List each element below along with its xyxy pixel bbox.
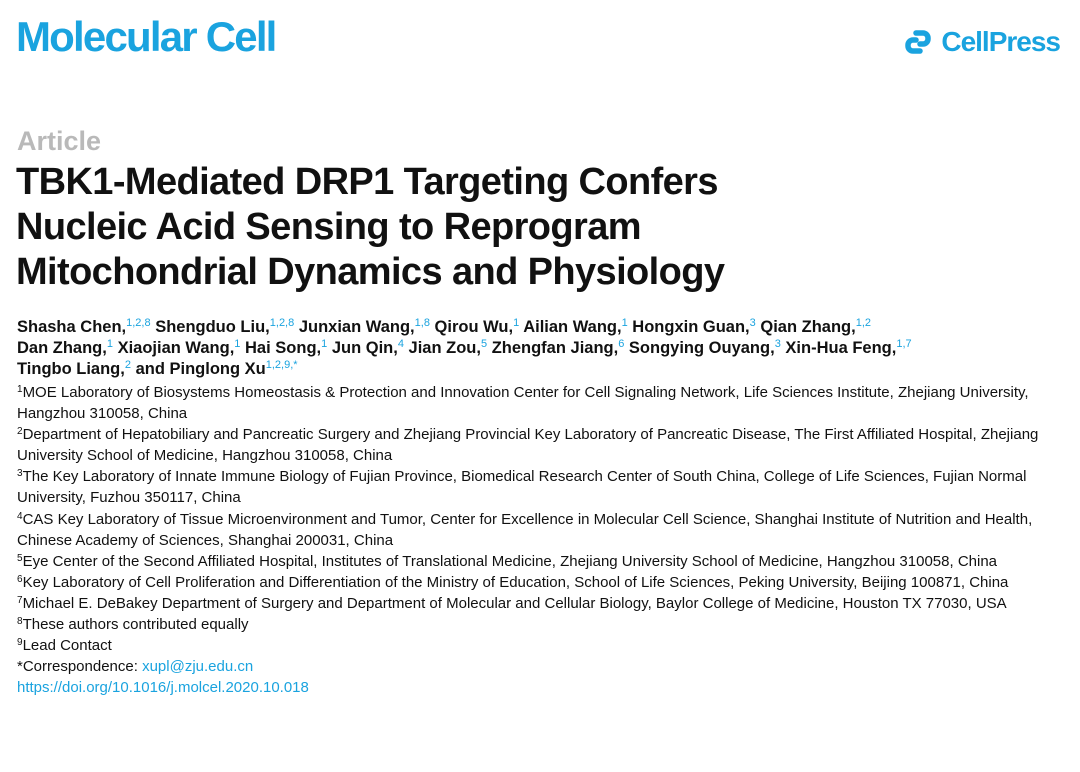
title-line: Mitochondrial Dynamics and Physiology xyxy=(16,251,725,293)
author[interactable]: Xiaojian Wang,$^1$ xyxy=(117,338,241,357)
lead-contact-note: $^9$Lead Contact xyxy=(17,637,112,655)
author[interactable]: Junxian Wang,$^{1,8}$ xyxy=(298,317,430,336)
affiliation: $^5$Eye Center of the Second Affiliated Hospital, Institutes of Translational Medicine, Zhejiang University School of Medicine, Hangzhou 310058, China xyxy=(17,552,998,570)
correspondence-note: *Correspondence: xupl@zju.edu.cn xyxy=(17,658,254,676)
author[interactable]: Ailian Wang,$^1$ xyxy=(523,317,628,336)
affiliations xyxy=(17,382,1067,698)
affiliation: $^2$Department of Hepatobiliary and Pancreatic Surgery and Zhejiang Provincial Key Laboratory of Pancreatic Disease, The First Affiliated Hospital, Zhejiang University School of Medicine, Hangzhou 310058, China xyxy=(17,426,1039,465)
doi-line xyxy=(17,677,1067,698)
equal-contribution-note: $^8$These authors contributed equally xyxy=(17,616,249,634)
title-line: TBK1-Mediated DRP1 Targeting Confers xyxy=(16,161,718,203)
affiliation: $^6$Key Laboratory of Cell Proliferation and Differentiation of the Ministry of Education, School of Life Sciences, Peking University, Beijing 100871, China xyxy=(17,573,1009,591)
publisher-name: CellPress xyxy=(941,26,1060,57)
article-type: Article xyxy=(17,126,102,156)
publisher-logo[interactable] xyxy=(901,24,1060,60)
author[interactable]: and Pinglong $Xu^{1,2,9,*}$ xyxy=(135,359,298,378)
author[interactable]: Tingbo Liang,$^2$ xyxy=(17,359,131,378)
affiliation: $^3$The Key Laboratory of Innate Immune Biology of Fujian Province, Biomedical Research Center of South China, College of Life Sciences, Fujian Normal University, Fuzhou 350117, China xyxy=(17,468,1027,507)
author[interactable]: Qian Zhang,$^{1,2}$ xyxy=(760,317,871,336)
cellpress-logo-icon xyxy=(901,25,935,59)
author[interactable]: Songying Ouyang,$^3$ xyxy=(628,338,781,357)
author[interactable]: Hongxin Guan,$^3$ xyxy=(632,317,756,336)
title-line: Nucleic Acid Sensing to Reprogram xyxy=(16,206,641,248)
doi-link[interactable]: https://doi.org/10.1016/j.molcel.2020.10.018 xyxy=(17,679,309,697)
author[interactable]: Shengduo Liu,$^{1,2,8}$ xyxy=(155,317,295,336)
article-title xyxy=(16,160,916,295)
affiliation: $^1$MOE Laboratory of Biosystems Homeostasis & Protection and Innovation Center for Cell Signaling Network, Life Sciences Institute, Zhejiang University, Hangzhou 310058, China xyxy=(17,384,1029,423)
author[interactable]: Dan Zhang,$^1$ xyxy=(17,338,113,357)
journal-name: Molecular Cell xyxy=(16,13,276,60)
author-list xyxy=(17,317,1067,380)
author[interactable]: Zhengfan Jiang,$^6$ xyxy=(491,338,625,357)
author[interactable]: Qirou Wu,$^1$ xyxy=(434,317,520,336)
author[interactable]: Xin-Hua Feng,$^{1,7}$ xyxy=(785,338,912,357)
author[interactable]: Jian Zou,$^5$ xyxy=(408,338,488,357)
affiliation: $^4$CAS Key Laboratory of Tissue Microenvironment and Tumor, Center for Excellence in Molecular Cell Science, Shanghai Institute of Nutrition and Health, Chinese Academy of Sciences, Shanghai 200031, China xyxy=(17,510,1033,549)
author[interactable]: Hai Song,$^1$ xyxy=(245,338,328,357)
author[interactable]: Jun Qin,$^4$ xyxy=(331,338,404,357)
author[interactable]: Shasha Chen,$^{1,2,8}$ xyxy=(17,317,151,336)
affiliation: $^7$Michael E. DeBakey Department of Surgery and Department of Molecular and Cellular Biology, Baylor College of Medicine, Houston TX 77030, USA xyxy=(17,594,1007,612)
correspondence-email-link[interactable]: xupl@zju.edu.cn xyxy=(142,658,254,676)
